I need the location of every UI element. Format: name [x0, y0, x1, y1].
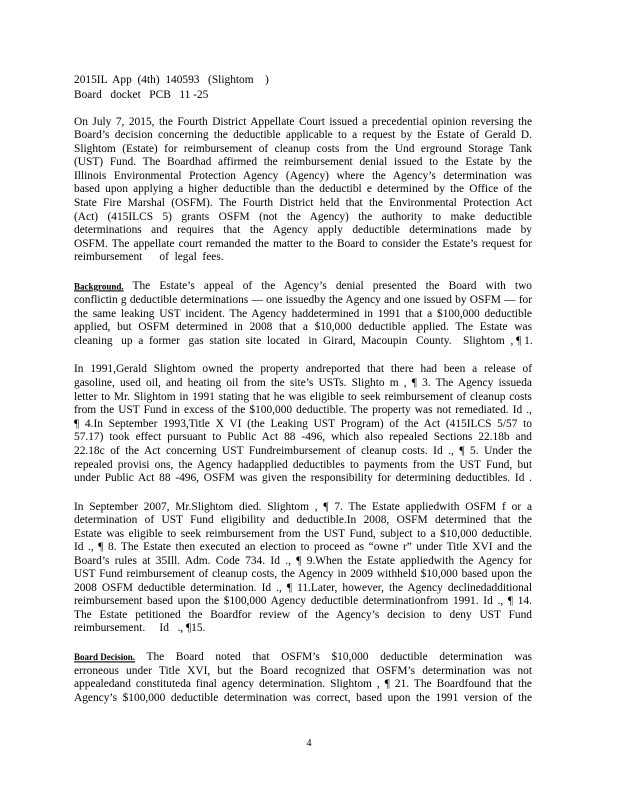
- paragraph-line: erroneous under Title XVI, but the Board recognized that OSFM’s determination was not: [74, 665, 532, 677]
- paragraph-line: from the UST Fund in excess of the $100,000 deductible. The property was not remediated. Id .,: [74, 404, 532, 416]
- paragraph-line: Board’s decision concerning the deductible applicable to a request by the Estate of Gerald D.: [74, 129, 532, 141]
- paragraph-line: UST Fund reimbursement of cleanup costs, the Agency in 2009 withheld $10,000 based upon the: [74, 568, 532, 580]
- paragraph-line: In September 2007, Mr.Slightom died. Slightom , ¶ 7. The Estate appliedwith OSFM f or a: [74, 501, 532, 513]
- paragraph-line: The Board noted that OSFM’s $10,000 deductible determination was: [146, 651, 532, 663]
- paragraph-line: reimbursement of legal fees.: [74, 251, 224, 263]
- paragraph-line: The Estate’s appeal of the Agency’s denial presented the Board with two: [132, 280, 532, 292]
- paragraph-line: State Fire Marshal (OSFM). The Fourth District held that the Environmental Protection Act: [74, 197, 532, 209]
- paragraph-line: reimbursement. Id ., ¶15.: [74, 622, 206, 634]
- paragraph-line: Id ., ¶ 8. The Estate then executed an election to proceed as “owne r” under Title XVI and the: [74, 541, 532, 553]
- paragraph-line: On July 7, 2015, the Fourth District Appellate Court issued a precedential opinion reversing the: [74, 116, 532, 128]
- paragraph-line: reimbursement based upon the $100,000 Agency deductible determinationfrom 1991. Id ., ¶ 14.: [74, 595, 532, 607]
- paragraph-line: gasoline, used oil, and heating oil from the site’s USTs. Slighto m , ¶ 3. The Agency issueda: [74, 377, 532, 389]
- paragraph-line: conflictin g deductible determinations — one issuedby the Agency and one issued by OSFM — for: [74, 294, 532, 306]
- paragraph-line: the same leaking UST incident. The Agency haddetermined in 1991 that a $100,000 deductible: [74, 308, 532, 320]
- paragraph-line: (Act) (415ILCS 5) grants OSFM (not the Agency) the authority to make deductible: [74, 211, 532, 223]
- paragraph-line: cleaning up a former gas station site located in Girard, Macoupin County. Slightom , ¶ 1.: [74, 335, 533, 347]
- board-decision-heading: Board Decision.: [74, 651, 136, 663]
- paragraph-line: appealedand constituteda final agency determination. Slightom , ¶ 21. The Boardfound that the: [74, 678, 532, 690]
- paragraph-line: determination of UST Fund eligibility and deductible.In 2008, OSFM determined that the: [74, 514, 532, 526]
- paragraph-line: 22.18c of the Act concerning UST Fundreimbursement of cleanup costs. Id ., ¶ 5. Under the: [74, 445, 532, 457]
- paragraph-line: under Public Act 88 -496, OSFM was given the responsibility for determining deductibles. Id .: [74, 472, 532, 484]
- paragraph-line: 2008 OSFM deductible determination. Id ., ¶ 11.Later, however, the Agency declinedadditional: [74, 582, 532, 594]
- paragraph-line: determinations and requires that the Agency apply deductible determinations made by: [74, 224, 532, 236]
- paragraph-line: The Estate petitioned the Boardfor review of the Agency’s decision to deny UST Fund: [74, 609, 532, 621]
- paragraph-line: Estate was eligible to seek reimbursement from the UST Fund, subject to a $10,000 deductible.: [74, 528, 532, 540]
- paragraph-line: OSFM. The appellate court remanded the matter to the Board to consider the Estate’s request for: [74, 238, 532, 250]
- paragraph-line: repealed provisi ons, the Agency hadapplied deductibles to payments from the UST Fund, but: [74, 459, 532, 471]
- paragraph-line: Illinois Environmental Protection Agency (Agency) where the Agency’s determination was: [74, 170, 532, 182]
- paragraph-line: based upon applying a higher deductible than the deductibl e determined by the Office of the: [74, 183, 532, 195]
- paragraph-line: Board’s rules at 35Ill. Adm. Code 734. Id ., ¶ 9.When the Estate appliedwith the Agency for: [74, 555, 532, 567]
- background-first-line: [74, 280, 532, 293]
- board-docket: Board docket PCB 11 -25: [74, 89, 209, 101]
- paragraph-line: 57.17) took effect pursuant to Public Act 88 -496, which also repealed Sections 22.18b and: [74, 431, 532, 443]
- background-heading: Background.: [74, 280, 124, 292]
- board-decision-first-line: [74, 651, 532, 664]
- paragraph-line: (UST) Fund. The Boardhad affirmed the reimbursement denial issued to the Estate by the: [74, 156, 532, 168]
- page-number: 4: [306, 738, 312, 749]
- paragraph-line: ¶ 4.In September 1993,Title X VI (the Leaking UST Program) of the Act (415ILCS 5/57 to: [74, 418, 532, 430]
- paragraph-line: In 1991,Gerald Slightom owned the property andreported that there had been a release of: [74, 363, 532, 375]
- case-citation: 2015IL App (4th) 140593 (Slightom ): [74, 74, 269, 86]
- paragraph-line: Agency’s $100,000 deductible determination was correct, based upon the 1991 version of the: [74, 692, 532, 704]
- paragraph-line: applied, but OSFM determined in 2008 that a $10,000 deductible applied. The Estate was: [74, 321, 532, 333]
- paragraph-line: Slightom (Estate) for reimbursement of cleanup costs from the Und erground Storage Tank: [74, 143, 532, 155]
- paragraph-line: letter to Mr. Slightom in 1991 stating that he was eligible to seek reimbursement of cleanup costs: [74, 391, 532, 403]
